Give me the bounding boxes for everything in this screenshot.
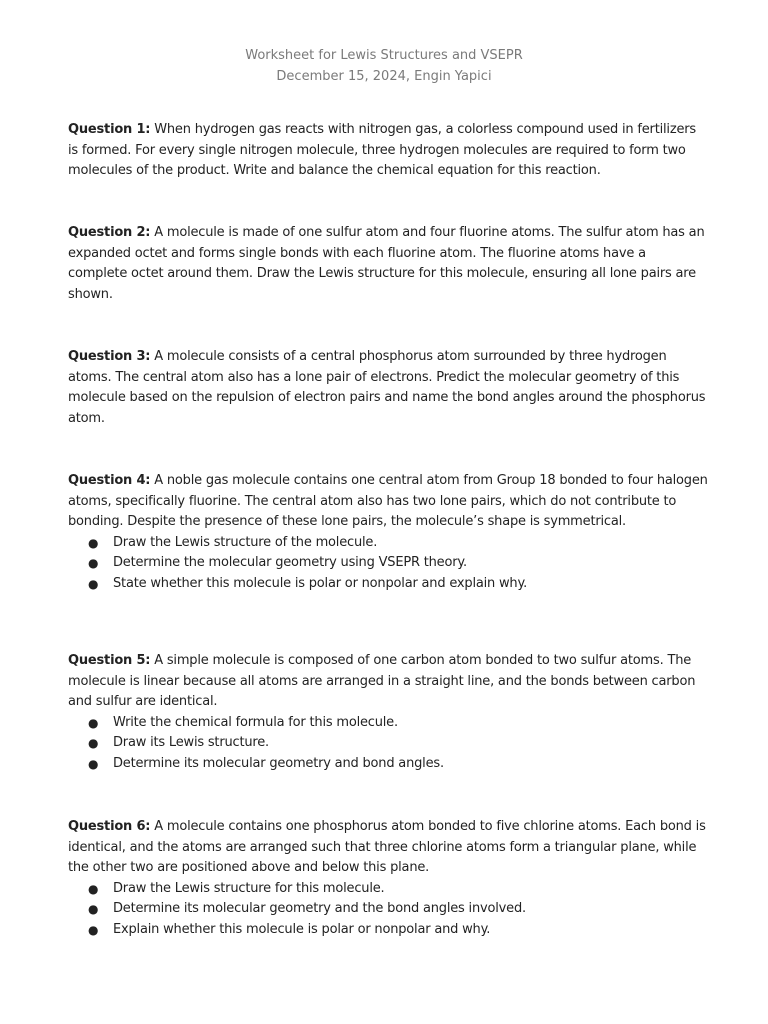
list-item bbox=[68, 533, 708, 554]
bullet-icon: ● bbox=[88, 576, 99, 591]
list-item-text: Explain whether this molecule is polar or nonpolar and why. bbox=[113, 921, 491, 937]
list-item bbox=[68, 899, 708, 920]
list-item-text: Determine the molecular geometry using VSEPR theory. bbox=[113, 555, 467, 570]
question-6-bullet-list bbox=[68, 879, 708, 941]
document-title: Worksheet for Lewis Structures and VSEPR bbox=[245, 48, 523, 63]
list-item-text: Write the chemical formula for this molecule. bbox=[113, 714, 398, 730]
question-4-paragraph bbox=[68, 471, 708, 533]
bullet-icon: ● bbox=[88, 556, 99, 570]
question-1-label: Question 1: bbox=[68, 122, 151, 137]
question-5-label: Question 5: bbox=[68, 653, 151, 668]
question-6-text: A molecule contains one phosphorus atom bonded to five chlorine atoms. Each bond is identical, and the atoms are arranged such that three chlorine atoms form a triangular plane, while the other two are positioned above and below this plane. bbox=[68, 819, 706, 875]
list-item-text: Draw its Lewis structure. bbox=[113, 735, 269, 750]
question-4 bbox=[68, 471, 708, 594]
bullet-icon: ● bbox=[88, 736, 99, 750]
question-6-paragraph bbox=[68, 817, 708, 879]
question-4-text: A noble gas molecule contains one central atom from Group 18 bonded to four halogen atoms, specifically fluorine. The central atom also has two lone pairs, which do not contribute to bonding. Despite the presence of these lone pairs, the molecule’s shape is symmetrical. bbox=[68, 473, 708, 529]
question-4-label: Question 4: bbox=[68, 473, 151, 488]
question-3 bbox=[68, 347, 708, 429]
question-4-bullet-list bbox=[68, 533, 708, 595]
question-2 bbox=[68, 223, 708, 305]
list-item bbox=[68, 574, 708, 595]
question-3-paragraph bbox=[68, 347, 708, 429]
list-item-text: Determine its molecular geometry and bond angles. bbox=[113, 755, 444, 771]
list-item bbox=[68, 733, 708, 754]
list-item-text: Draw the Lewis structure of the molecule. bbox=[113, 534, 378, 550]
question-5-paragraph bbox=[68, 651, 708, 713]
list-item bbox=[68, 879, 708, 900]
question-5-text: A simple molecule is composed of one carbon atom bonded to two sulfur atoms. The molecule is linear because all atoms are arranged in a straight line, and the bonds between carbon and sulfur are identical. bbox=[68, 653, 696, 709]
question-2-paragraph bbox=[68, 223, 708, 305]
question-1 bbox=[68, 120, 708, 182]
list-item bbox=[68, 754, 708, 775]
list-item-text: State whether this molecule is polar or nonpolar and explain why. bbox=[113, 575, 528, 591]
question-5-bullet-list bbox=[68, 713, 708, 775]
bullet-icon: ● bbox=[88, 922, 99, 937]
question-2-label: Question 2: bbox=[68, 225, 151, 240]
list-item-text: Draw the Lewis structure for this molecule. bbox=[113, 880, 385, 896]
question-6 bbox=[68, 817, 708, 940]
question-5 bbox=[68, 651, 708, 774]
document-header bbox=[0, 46, 768, 87]
question-1-text: When hydrogen gas reacts with nitrogen gas, a colorless compound used in fertilizers is formed. For every single nitrogen molecule, three hydrogen molecules are required to form two molecules of the product. Write and balance the chemical equation for this reaction. bbox=[68, 122, 696, 178]
question-6-label: Question 6: bbox=[68, 819, 151, 834]
question-2-text: A molecule is made of one sulfur atom and four fluorine atoms. The sulfur atom has an expanded octet and forms single bonds with each fluorine atom. The fluorine atoms have a complete octet around them. Draw the Lewis structure for this molecule, ensuring all lone pairs are shown. bbox=[68, 225, 705, 302]
document-date-author: December 15, 2024, Engin Yapici bbox=[276, 68, 492, 84]
list-item bbox=[68, 920, 708, 941]
list-item bbox=[68, 553, 708, 574]
question-3-label: Question 3: bbox=[68, 349, 151, 364]
list-item bbox=[68, 713, 708, 734]
list-item-text: Determine its molecular geometry and the bond angles involved. bbox=[113, 901, 526, 916]
question-3-text: A molecule consists of a central phosphorus atom surrounded by three hydrogen atoms. The central atom also has a lone pair of electrons. Predict the molecular geometry of this molecule based on the repulsion of electron pairs and name the bond angles around the phosphorus atom. bbox=[68, 349, 706, 426]
bullet-icon: ● bbox=[88, 881, 99, 896]
bullet-icon: ● bbox=[88, 535, 99, 550]
bullet-icon: ● bbox=[88, 715, 99, 730]
bullet-icon: ● bbox=[88, 756, 99, 771]
bullet-icon: ● bbox=[88, 902, 99, 916]
question-1-paragraph bbox=[68, 120, 708, 182]
